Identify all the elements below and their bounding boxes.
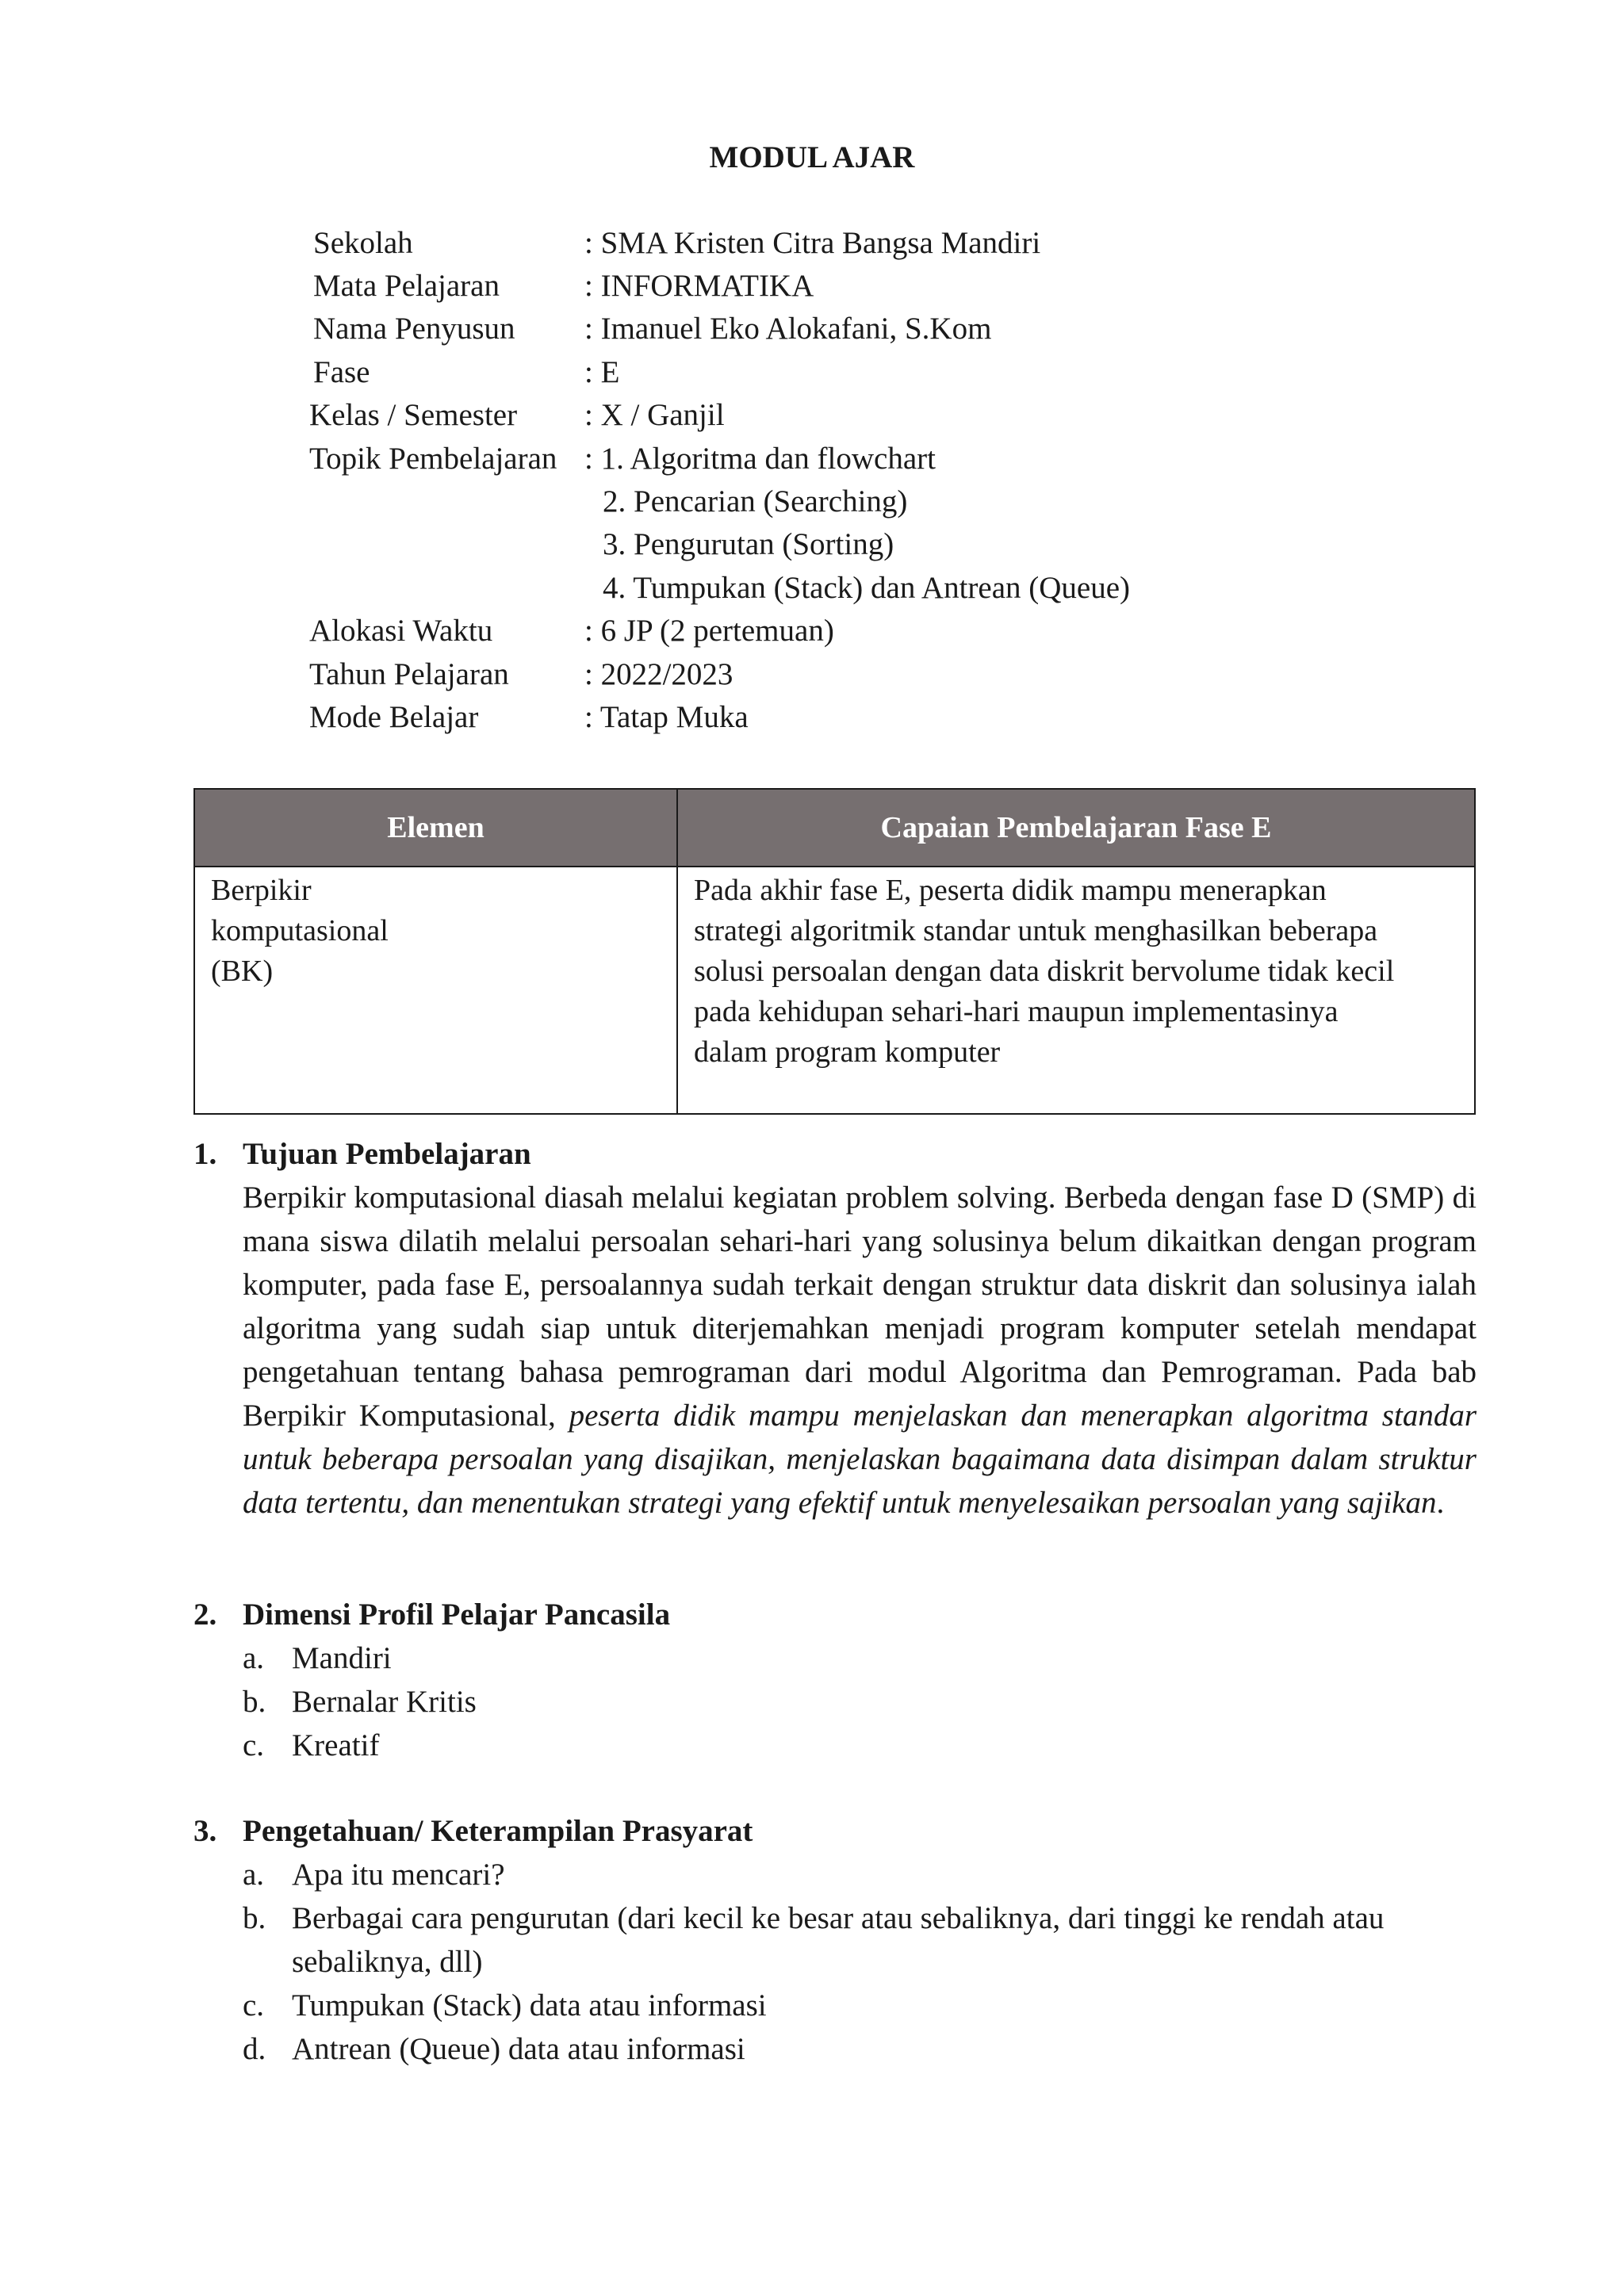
table-header-elemen: Elemen <box>194 789 677 867</box>
list-text: Apa itu mencari? <box>292 1858 505 1892</box>
info-value-mapel: : INFORMATIKA <box>584 269 814 303</box>
info-value-topik-4: 4. Tumpukan (Stack) dan Antrean (Queue) <box>603 571 1131 605</box>
info-value-kelas: : X / Ganjil <box>584 398 725 432</box>
list-text: Tumpukan (Stack) data atau informasi <box>292 1988 767 2022</box>
list-item <box>243 1896 1477 1984</box>
list-text: Bernalar Kritis <box>292 1685 477 1719</box>
table-cell-capaian: Pada akhir fase E, peserta didik mampu menerapkan strategi algoritmik standar untuk menghasilkan beberapa solusi persoalan dengan data diskrit bervolume tidak kecil pada kehidupan sehari-hari maupun implementasinya dalam program komputer <box>677 867 1475 1114</box>
list-marker: a. <box>243 1858 265 1892</box>
info-label-mode: Mode Belajar <box>309 700 479 734</box>
paragraph-italic-text: peserta didik mampu menjelaskan dan menerapkan algoritma standar untuk beberapa persoalan yang disajikan, menjelaskan bagaimana data disimpan dalam struktur data tertentu, dan menentukan strategi yang efektif untuk menyelesaikan persoalan yang sajikan <box>243 1399 1477 1520</box>
info-value-topik-3: 3. Pengurutan (Sorting) <box>603 527 894 561</box>
list-item <box>243 1636 1477 1680</box>
list-text: Antrean (Queue) data atau informasi <box>292 2032 745 2066</box>
capaian-table <box>193 788 1476 1115</box>
info-label-tahun: Tahun Pelajaran <box>309 657 509 691</box>
section-title: Tujuan Pembelajaran <box>243 1137 531 1171</box>
section-heading <box>193 1809 1477 1853</box>
section-dimensi <box>193 1593 1477 1767</box>
info-value-topik-2: 2. Pencarian (Searching) <box>603 484 908 519</box>
list-item <box>243 1724 1477 1767</box>
document-title: MODUL AJAR <box>709 140 915 174</box>
list-marker: d. <box>243 2032 266 2066</box>
info-value-fase: : E <box>584 355 620 389</box>
paragraph-text: Berpikir komputasional diasah melalui kegiatan problem solving. Berbeda dengan fase D (SMP) di mana siswa dilatih melalui persoalan sehari-hari yang solusinya belum dikaitkan dengan program komputer, pada fase E, persoalannya sudah terkait dengan struktur data diskrit dan solusinya ialah algoritma yang sudah siap untuk diterjemahkan menjadi program komputer setelah mendapat pengetahuan tentang bahasa pemrograman dari modul Algoritma dan Pemrograman. Pada bab Berpikir Komputasional, <box>243 1181 1477 1433</box>
info-label-fase: Fase <box>313 355 370 389</box>
table-header-capaian: Capaian Pembelajaran Fase E <box>677 789 1475 867</box>
info-label-penyusun: Nama Penyusun <box>313 312 515 346</box>
table-cell-elemen: Berpikir komputasional (BK) <box>194 867 677 1114</box>
info-value-alokasi: : 6 JP (2 pertemuan) <box>584 614 834 648</box>
list-text: Berbagai cara pengurutan (dari kecil ke besar atau sebaliknya, dari tinggi ke rendah atau sebaliknya, dll) <box>292 1901 1385 1979</box>
list-marker: c. <box>243 1988 265 2022</box>
section-heading <box>193 1593 1477 1636</box>
list-marker: b. <box>243 1685 266 1719</box>
list-item <box>243 1680 1477 1724</box>
info-value-topik-1: : 1. Algoritma dan flowchart <box>584 442 936 476</box>
info-value-sekolah: : SMA Kristen Citra Bangsa Mandiri <box>584 226 1041 260</box>
list-text: Kreatif <box>292 1728 380 1762</box>
section-number: 2. <box>193 1598 217 1632</box>
info-block <box>0 222 1624 745</box>
table-row <box>194 867 1475 1114</box>
info-value-penyusun: : Imanuel Eko Alokafani, S.Kom <box>584 312 992 346</box>
section-title: Dimensi Profil Pelajar Pancasila <box>243 1598 671 1632</box>
info-label-topik: Topik Pembelajaran <box>309 442 557 476</box>
list-item <box>243 2027 1477 2071</box>
section-number: 1. <box>193 1137 217 1171</box>
section-heading <box>193 1132 1477 1176</box>
list-item <box>243 1853 1477 1896</box>
info-value-mode: : Tatap Muka <box>584 700 749 734</box>
section-tujuan <box>193 1132 1477 1525</box>
list-marker: b. <box>243 1901 266 1935</box>
list-text: Mandiri <box>292 1641 392 1675</box>
info-label-mapel: Mata Pelajaran <box>313 269 500 303</box>
paragraph-end: . <box>1436 1486 1445 1520</box>
section-number: 3. <box>193 1814 217 1848</box>
info-value-tahun: : 2022/2023 <box>584 657 733 691</box>
info-label-kelas: Kelas / Semester <box>309 398 518 432</box>
section-prasyarat <box>193 1809 1477 2071</box>
section-title: Pengetahuan/ Keterampilan Prasyarat <box>243 1814 753 1848</box>
info-label-sekolah: Sekolah <box>313 226 413 260</box>
list-item <box>243 1984 1477 2027</box>
info-label-alokasi: Alokasi Waktu <box>309 614 493 648</box>
section-paragraph <box>243 1176 1477 1525</box>
list-marker: c. <box>243 1728 265 1762</box>
list-marker: a. <box>243 1641 265 1675</box>
